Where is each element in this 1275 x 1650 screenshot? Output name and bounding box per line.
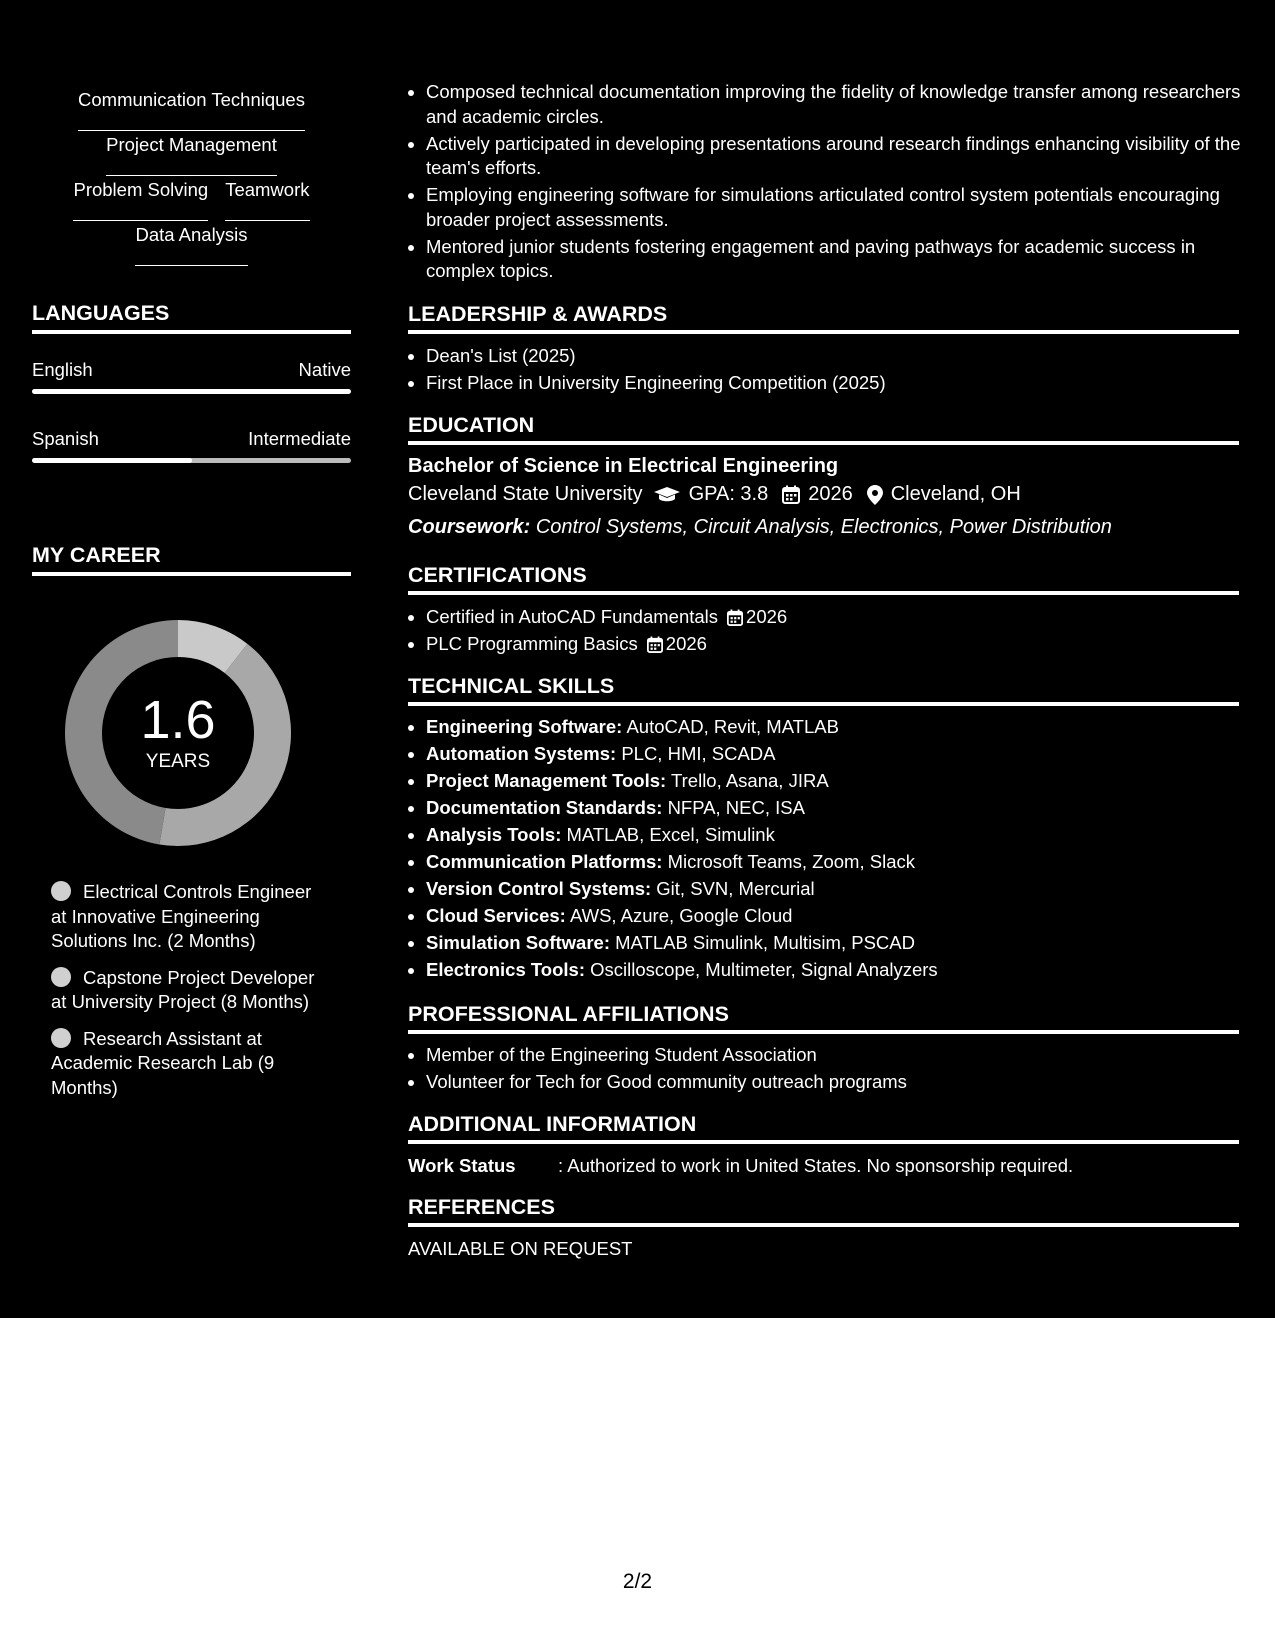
career-item bbox=[51, 1027, 326, 1101]
certification-year: 2026 bbox=[665, 633, 707, 654]
skill-category-label: Electronics Tools: bbox=[426, 959, 585, 980]
education-details bbox=[408, 483, 1021, 506]
skill-tag: Teamwork bbox=[225, 179, 309, 221]
list-item bbox=[426, 713, 1257, 740]
education-coursework bbox=[408, 516, 1112, 539]
skill-tag: Problem Solving bbox=[73, 179, 208, 221]
sidebar bbox=[32, 0, 351, 1318]
affiliations-heading: PROFESSIONAL AFFILIATIONS bbox=[408, 1002, 1239, 1034]
list-item bbox=[426, 794, 1257, 821]
list-item bbox=[426, 875, 1257, 902]
bullet-dot-icon bbox=[51, 1028, 71, 1048]
language-row-spanish bbox=[32, 428, 351, 450]
bullet-dot-icon bbox=[51, 967, 71, 987]
coursework-value: Control Systems, Circuit Analysis, Electronics, Power Distribution bbox=[535, 516, 1112, 538]
skill-category-label: Project Management Tools: bbox=[426, 770, 667, 791]
certifications-heading: CERTIFICATIONS bbox=[408, 563, 1239, 595]
skill-row bbox=[32, 86, 351, 131]
experience-bullets bbox=[408, 80, 1257, 286]
skill-category-label: Engineering Software: bbox=[426, 716, 623, 737]
bullet-dot-icon bbox=[51, 881, 71, 901]
page-number: 2/2 bbox=[622, 1570, 653, 1593]
certification-year: 2026 bbox=[746, 606, 788, 627]
list-item bbox=[426, 902, 1257, 929]
leadership-list bbox=[408, 342, 1257, 396]
education-location: Cleveland, OH bbox=[890, 483, 1021, 505]
list-item: • Volunteer for Tech for Good community outreach programs bbox=[426, 1068, 1257, 1095]
skill-category-label: Simulation Software: bbox=[426, 932, 610, 953]
skill-row bbox=[32, 131, 351, 176]
work-status-label: Work Status bbox=[408, 1155, 516, 1176]
affiliations-list bbox=[408, 1041, 1257, 1095]
list-item: • Actively participated in developing presentations around research findings enhancing visibility of the team's efforts. bbox=[426, 132, 1257, 181]
list-item: • Mentored junior students fostering engagement and paving pathways for academic success in complex topics. bbox=[426, 235, 1257, 284]
location-pin-icon bbox=[867, 485, 883, 505]
career-item-text: Research Assistant at Academic Research Lab (9 Months) bbox=[51, 1027, 275, 1098]
skill-category-label: Communication Platforms: bbox=[426, 851, 663, 872]
skill-category-label: Version Control Systems: bbox=[426, 878, 652, 899]
skill-category-label: Automation Systems: bbox=[426, 743, 617, 764]
list-item: • Composed technical documentation improving the fidelity of knowledge transfer among researchers and academic circles. bbox=[426, 80, 1257, 129]
main-column bbox=[408, 0, 1239, 1318]
list-item: • Dean's List (2025) bbox=[426, 342, 1257, 369]
coursework-label: Coursework: bbox=[408, 516, 531, 538]
calendar-icon bbox=[782, 485, 800, 504]
career-item-text: Electrical Controls Engineer at Innovative Engineering Solutions Inc. (2 Months) bbox=[51, 881, 312, 951]
language-level: Native bbox=[298, 359, 351, 380]
skill-category-label: Cloud Services: bbox=[426, 905, 566, 926]
skill-category-value: Trello, Asana, JIRA bbox=[671, 770, 829, 791]
calendar-icon bbox=[647, 636, 663, 653]
graduation-cap-icon bbox=[653, 486, 681, 504]
list-item bbox=[426, 929, 1257, 956]
certification-name: Certified in AutoCAD Fundamentals bbox=[426, 606, 719, 627]
skill-category-label: Documentation Standards: bbox=[426, 797, 663, 818]
certification-name: PLC Programming Basics bbox=[426, 633, 638, 654]
languages-heading: LANGUAGES bbox=[32, 301, 351, 334]
education-year: 2026 bbox=[808, 483, 853, 505]
technical-skills-heading: TECHNICAL SKILLS bbox=[408, 674, 1239, 706]
skill-tag: Data Analysis bbox=[135, 224, 247, 266]
skill-category-value: Microsoft Teams, Zoom, Slack bbox=[667, 851, 915, 872]
skill-row bbox=[32, 221, 351, 266]
language-bar-spanish bbox=[32, 458, 351, 463]
career-donut bbox=[65, 620, 291, 846]
list-item: • Member of the Engineering Student Association bbox=[426, 1041, 1257, 1068]
skill-category-value: MATLAB, Excel, Simulink bbox=[566, 824, 775, 845]
language-row-english bbox=[32, 359, 351, 381]
career-item bbox=[51, 880, 326, 954]
career-unit: YEARS bbox=[145, 751, 211, 772]
education-heading: EDUCATION bbox=[408, 413, 1239, 445]
language-name: Spanish bbox=[32, 428, 99, 449]
list-item bbox=[426, 848, 1257, 875]
references-heading: REFERENCES bbox=[408, 1195, 1239, 1227]
skill-category-value: AutoCAD, Revit, MATLAB bbox=[626, 716, 839, 737]
list-item bbox=[426, 956, 1257, 983]
skill-category-value: AWS, Azure, Google Cloud bbox=[569, 905, 793, 926]
list-item bbox=[426, 821, 1257, 848]
list-item: • First Place in University Engineering Competition (2025) bbox=[426, 369, 1257, 396]
skill-category-value: NFPA, NEC, ISA bbox=[667, 797, 805, 818]
calendar-icon bbox=[727, 609, 743, 626]
language-bar-english bbox=[32, 389, 351, 394]
education-gpa: GPA: 3.8 bbox=[688, 483, 769, 505]
leadership-heading: LEADERSHIP & AWARDS bbox=[408, 302, 1239, 334]
career-heading: MY CAREER bbox=[32, 543, 351, 576]
career-total: 1.6 bbox=[140, 690, 216, 750]
additional-info-heading: ADDITIONAL INFORMATION bbox=[408, 1112, 1239, 1144]
skill-tag: Communication Techniques bbox=[78, 89, 305, 131]
education-school: Cleveland State University bbox=[408, 483, 643, 505]
career-list bbox=[51, 880, 326, 1112]
list-item bbox=[426, 603, 1257, 630]
skill-category-label: Analysis Tools: bbox=[426, 824, 562, 845]
skills-tags bbox=[32, 86, 351, 266]
skill-tag: Project Management bbox=[106, 134, 277, 176]
list-item bbox=[426, 630, 1257, 657]
list-item bbox=[426, 740, 1257, 767]
certifications-list bbox=[408, 603, 1257, 657]
career-item bbox=[51, 966, 326, 1015]
list-item bbox=[426, 767, 1257, 794]
language-level: Intermediate bbox=[248, 428, 351, 449]
skill-row bbox=[32, 176, 351, 221]
education-degree: Bachelor of Science in Electrical Engineering bbox=[408, 455, 839, 477]
references-text: AVAILABLE ON REQUEST bbox=[408, 1238, 633, 1259]
work-status-row bbox=[408, 1155, 1073, 1177]
technical-skills-list bbox=[408, 713, 1257, 983]
work-status-value: : Authorized to work in United States. No sponsorship required. bbox=[558, 1155, 1074, 1176]
career-item-text: Capstone Project Developer at University Project (8 Months) bbox=[51, 966, 315, 1012]
language-bar-fill bbox=[32, 389, 351, 394]
skill-category-value: PLC, HMI, SCADA bbox=[621, 743, 776, 764]
language-bar-fill bbox=[32, 458, 192, 463]
skill-category-value: MATLAB Simulink, Multisim, PSCAD bbox=[615, 932, 915, 953]
skill-category-value: Git, SVN, Mercurial bbox=[656, 878, 815, 899]
skill-category-value: Oscilloscope, Multimeter, Signal Analyzers bbox=[590, 959, 938, 980]
language-name: English bbox=[32, 359, 93, 380]
list-item: • Employing engineering software for simulations articulated control system potentials encouraging broader project assessments. bbox=[426, 183, 1257, 232]
